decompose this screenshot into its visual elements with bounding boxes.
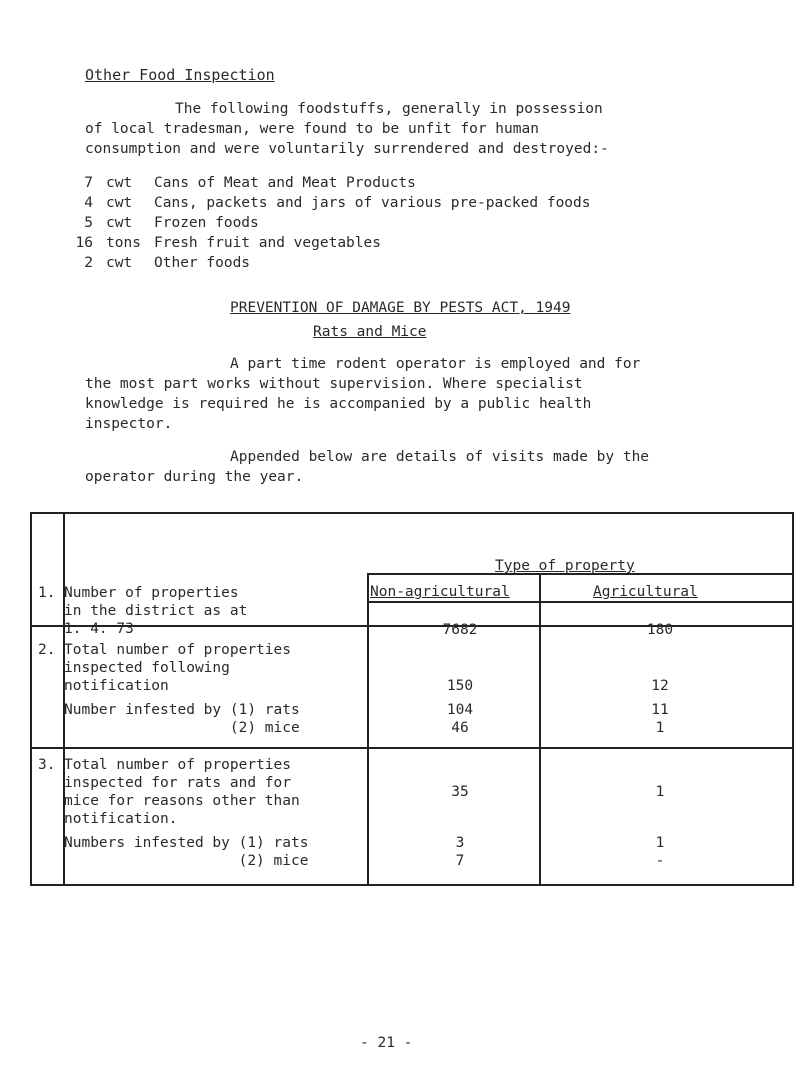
intro-line-2: of local tradesman, were found to be unfit for human [85, 121, 539, 137]
para1-line-3: knowledge is required he is accompanied by a public health [85, 396, 592, 412]
row-label-line: Total number of properties [64, 642, 291, 658]
food-item-desc: Cans, packets and jars of various pre-packed foods [154, 195, 591, 211]
row-label-line: (2) mice [64, 720, 300, 736]
food-item-unit: tons [106, 235, 141, 251]
food-item-unit: cwt [106, 255, 133, 271]
nonag-value: 104 [446, 702, 474, 718]
ag-value: 1 [655, 784, 665, 800]
table-row-divider [30, 747, 794, 749]
para2-line-1: Appended below are details of visits made by the [230, 449, 650, 465]
food-item-unit: cwt [106, 175, 133, 191]
act-heading: PREVENTION OF DAMAGE BY PESTS ACT, 1949 [230, 300, 571, 316]
ag-value: 1 [655, 720, 665, 736]
row-label-line: (2) mice [64, 853, 309, 869]
food-item-unit: cwt [106, 215, 133, 231]
para2-line-2: operator during the year. [85, 469, 304, 485]
nonag-value: 150 [446, 678, 474, 694]
food-item-qty: 5 [84, 215, 93, 231]
row-label-line: notification. [64, 811, 178, 827]
sub-heading: Rats and Mice [313, 324, 427, 340]
nonag-value: 7 [455, 853, 465, 869]
type-col-divider [539, 573, 541, 886]
food-item-qty: 2 [84, 255, 93, 271]
row-label-line: notification [64, 678, 169, 694]
ag-value: - [655, 853, 665, 869]
ag-value: 12 [651, 678, 669, 694]
table-top-border [30, 512, 794, 514]
food-item-unit: cwt [106, 195, 133, 211]
intro-line-1: The following foodstuffs, generally in possession [175, 101, 603, 117]
table-right-border [792, 512, 794, 886]
food-item-qty: 4 [84, 195, 93, 211]
label-col-divider [367, 573, 369, 886]
row-label-line: Number of properties [64, 585, 239, 601]
col-header-nonagricultural: Non-agricultural [370, 584, 510, 600]
type-of-property-header: Type of property [495, 558, 635, 574]
section-title: Other Food Inspection [85, 66, 275, 84]
ag-value: 1 [655, 835, 665, 851]
food-item-desc: Fresh fruit and vegetables [154, 235, 381, 251]
para1-line-2: the most part works without supervision. Where specialist [85, 376, 583, 392]
food-item-qty: 16 [75, 235, 93, 251]
col-header-underline [368, 601, 794, 603]
para1-line-4: inspector. [85, 416, 173, 432]
nonag-value: 46 [451, 720, 469, 736]
para1-line-1: A part time rodent operator is employed and for [230, 356, 641, 372]
row-label-line: Total number of properties [64, 757, 291, 773]
table-bottom-border [30, 884, 794, 886]
row-number: 3. [38, 757, 56, 773]
row-label-line: Number infested by (1) rats [64, 702, 300, 718]
intro-line-3: consumption and were voluntarily surrendered and destroyed:- [85, 141, 609, 157]
row-label-line: mice for reasons other than [64, 793, 300, 809]
nonag-value: 35 [451, 784, 469, 800]
food-item-desc: Cans of Meat and Meat Products [154, 175, 416, 191]
num-col-divider [63, 512, 65, 886]
ag-value: 11 [651, 702, 669, 718]
page-number: - 21 - [360, 1035, 413, 1051]
col-header-agricultural: Agricultural [593, 584, 698, 600]
food-item-desc: Other foods [154, 255, 251, 271]
row-label-line: in the district as at [64, 603, 248, 619]
food-item-qty: 7 [84, 175, 93, 191]
row-number: 1. [38, 585, 56, 601]
row-label-line: Numbers infested by (1) rats [64, 835, 309, 851]
nonag-value: 7682 [442, 622, 478, 638]
row-label-line: inspected following [64, 660, 230, 676]
row-number: 2. [38, 642, 56, 658]
table-left-border [30, 512, 32, 886]
nonag-value: 3 [455, 835, 465, 851]
ag-value: 180 [646, 622, 674, 638]
food-item-desc: Frozen foods [154, 215, 259, 231]
row-label-line: inspected for rats and for [64, 775, 291, 791]
row-label-line: 1. 4. 73 [64, 621, 134, 637]
